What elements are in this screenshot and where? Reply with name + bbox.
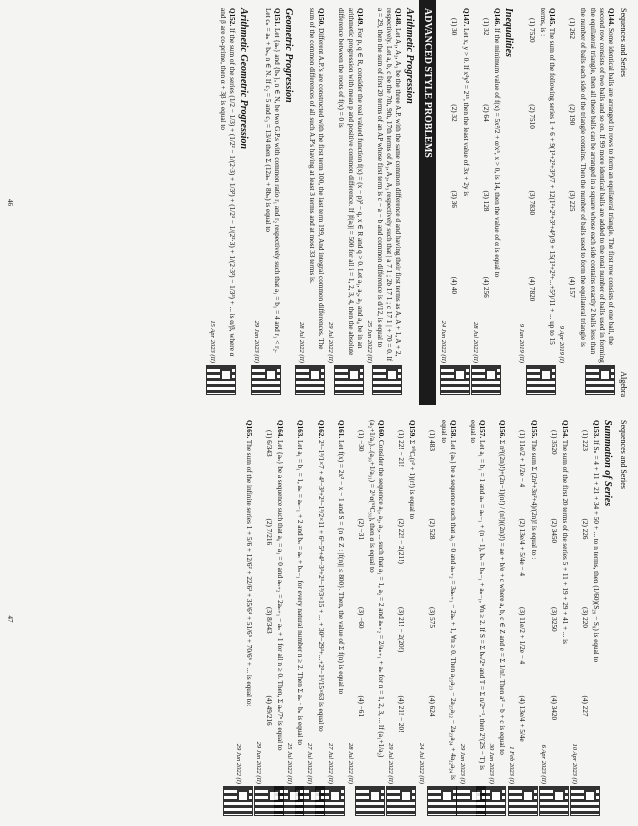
question-text: Σ ⁵⁰Cᵣ(r² + 1)(r!) is equal to bbox=[408, 438, 417, 520]
exam-date-tag: 29 Jun 2022 (I) bbox=[234, 743, 242, 784]
answer-option: (2) 528 bbox=[428, 518, 437, 540]
answer-option: (4) 624 bbox=[428, 695, 437, 717]
answer-options bbox=[482, 18, 490, 397]
question-q155 bbox=[528, 420, 537, 818]
question-text: Let A₁, A₂, A₃ be the three A.P. with the same common difference d and having their first terms as A, A + 1, A + 2, respectively. Let a, b, c be the 7th, 9th, 17th terms of A₁, A₂, A₃ respectively such that | a 7 1 ; 2b 17 1 ; c 17 1 | + 70 = 0. If a = 29, then the sum of first 20 terms of an AP whose first term is c − a − b and common difference is d/12, is equal to bbox=[375, 8, 403, 362]
answer-option: (1) 11e/2 + 1/2e − 4 bbox=[518, 430, 527, 488]
question-q148 bbox=[375, 8, 403, 397]
answer-option: (3) 8/343 bbox=[264, 607, 273, 634]
answer-option: (1) 7520 bbox=[527, 18, 536, 43]
question-text: Let {aₙ} be a sequence such that a₀ = a₁ = 0 and aₙ₊₂ = 2aₙ₊₁ − aₙ + 1 for all n ≥ 0. Then, Σ aₙ/7ⁿ is equal to bbox=[276, 438, 285, 751]
question-text: Let a₁ = b₁ = 1, aₙ = aₙ₋₁ + 2 and bₙ = aₙ + bₙ₋₁ for every natural number n ≥ 2. Then Σ aₙ · bₙ is equal to bbox=[296, 438, 305, 745]
question-text: Let f(x) = 2x² − x − 1 and S = {n ∈ Z : |f(n)| ≤ 800}. Then, the value of Σ f(n) is equal to bbox=[336, 438, 345, 695]
right-header-title: Sequences and Series bbox=[619, 420, 628, 489]
right-page bbox=[0, 412, 638, 826]
answer-option: (2) 64 bbox=[481, 104, 490, 122]
question-number: Q160. bbox=[377, 420, 386, 439]
question-q149 bbox=[336, 8, 364, 397]
answer-option: (3) 575 bbox=[428, 607, 437, 628]
question-q144 bbox=[578, 8, 615, 397]
question-text: Let a₁ = b₁ = 1 and aₙ = aₙ₋₁ + (n − 1), bₙ = bₙ₋₁ + aₙ₋₁, ∀n ≥ 2. If S = Σ bₙ/2ⁿ and T = Σ n/2ⁿ⁻¹, then 2⁷(2S − T) is equal to bbox=[468, 420, 487, 770]
question-number: Q151. bbox=[272, 8, 281, 27]
question-q147 bbox=[460, 8, 469, 397]
question-number: Q157. bbox=[478, 420, 487, 439]
answer-option: (4) 7820 bbox=[527, 276, 536, 302]
question-text: Different A.P.'s are constructed with the first term 100, the last term 199, And integral common differences. The sum of the common differences of all such A.P's having at least 3 terms and at most 33 terms is. bbox=[307, 8, 326, 350]
question-text: If the sum of the series (1/2 − 1/3) + (1/2² − 1/(2·3) + 1/3²) + (1/2³ − 1/(2²·3) + 1/(2·3²) − 1/3³) + ... is α/β, where α and β are co-prime, then α + 3β is equal to bbox=[219, 8, 237, 357]
qr-code-icon bbox=[334, 365, 364, 395]
right-question-list bbox=[235, 412, 600, 826]
answer-options bbox=[568, 18, 576, 397]
answer-option: (1) 32 bbox=[481, 18, 490, 36]
exam-date-tag: 27 Jul 2022 (II) bbox=[306, 743, 314, 784]
answer-options bbox=[550, 430, 558, 818]
exam-date-tag: 29 Jun 2022 (II) bbox=[254, 741, 262, 784]
answer-option: (2) 3450 bbox=[549, 518, 558, 544]
question-number: Q156. bbox=[498, 420, 507, 439]
question-number: Q152. bbox=[228, 8, 237, 27]
left-page bbox=[0, 0, 638, 405]
question-q150 bbox=[307, 8, 325, 397]
exam-date-tag: 29 Jan 2023 (II) bbox=[253, 320, 261, 363]
question-text: If the minimum value of f(x) = 5x²/2 + α/x⁵, x > 0, is 14, then the value of α is equal to bbox=[492, 26, 501, 278]
answer-option: (3) 21! − 2(20!) bbox=[397, 607, 406, 653]
answer-option: (3) 128 bbox=[481, 190, 490, 212]
answer-option: (1) 262 bbox=[568, 18, 577, 39]
question-text: The sum Σ (2n³+3n²+4)/(2n)! is equal to : bbox=[529, 438, 538, 560]
answer-options bbox=[265, 430, 273, 818]
answer-option: (4) 13e/4 + 5/4e bbox=[518, 695, 527, 742]
exam-date-tag: 15 Apr 2023 (II) bbox=[208, 320, 216, 363]
question-number: Q164. bbox=[276, 420, 285, 439]
exam-date-tag: 10 Apr 2023 (I) bbox=[570, 743, 578, 784]
question-number: Q158. bbox=[448, 420, 457, 439]
qr-code-icon bbox=[427, 786, 457, 816]
qr-code-icon bbox=[254, 786, 284, 816]
question-number: Q161. bbox=[336, 420, 345, 439]
question-text: The sum of the first 20 terms of the series 5 + 11 + 19 + 29 + 41 + ... is bbox=[560, 438, 569, 644]
section-summation-title: Summation of Series bbox=[602, 420, 613, 507]
qr-code-icon bbox=[386, 786, 416, 816]
question-q156 bbox=[497, 420, 506, 818]
qr-code-icon bbox=[539, 786, 569, 816]
question-number: Q149. bbox=[355, 8, 364, 27]
question-number: Q155. bbox=[529, 420, 538, 439]
qr-code-icon bbox=[526, 365, 556, 395]
answer-option: (4) 157 bbox=[568, 276, 577, 298]
answer-option: (2) 7510 bbox=[527, 104, 536, 129]
exam-date-tag: 29 Jul 2022 (II) bbox=[387, 743, 395, 784]
answer-option: (4) 21! − 20! bbox=[397, 695, 406, 733]
question-q165 bbox=[244, 420, 253, 818]
answer-option: (3) 11e/2 + 1/2e − 4 bbox=[518, 607, 527, 665]
question-text: Σ n²((2n)!)+(2n−1)(n!) / (n!)((2n)!) = ae + b/e + c where a, b, c ∈ Z and e = Σ 1/n!. Then a² − b + c is equal to bbox=[498, 438, 507, 755]
answer-option: (1) 30 bbox=[450, 18, 459, 36]
question-q145 bbox=[538, 8, 556, 397]
question-number: Q147. bbox=[461, 8, 470, 27]
question-q158 bbox=[438, 420, 456, 818]
question-text: Some identical balls are arranged in rows to form an equilateral triangle. The first row consists of one ball, the second row consists of two balls and so on. If 99 more identical balls are added to the total number of balls used in forming the equilateral triangle, then all these balls can be arranged in a square whose each side contains exactly 2 balls less than the number of balls each side of the triangle contains. Then the number of balls used to form the equilateral triangle is bbox=[579, 8, 615, 363]
question-q162 bbox=[315, 420, 324, 818]
exam-date-tag: 28 Jul 2022 (II) bbox=[471, 322, 479, 363]
question-q163 bbox=[295, 420, 304, 818]
right-page-header bbox=[617, 412, 638, 826]
question-number: Q154. bbox=[560, 420, 569, 439]
question-q159 bbox=[407, 420, 416, 818]
question-q151 bbox=[262, 8, 280, 397]
exam-date-tag: 9 Apr 2019 (I) bbox=[558, 325, 566, 363]
right-page-number: 47 bbox=[6, 615, 14, 623]
qr-code-icon bbox=[585, 365, 615, 395]
answer-option: (3) 225 bbox=[568, 190, 577, 212]
answer-option: (1) 483 bbox=[428, 430, 437, 451]
section-arith-geometric: Arithmetic Geometric Progression bbox=[238, 8, 250, 150]
left-question-list bbox=[209, 0, 615, 405]
qr-code-icon bbox=[508, 786, 538, 816]
question-number: Q148. bbox=[394, 8, 403, 27]
answer-option: (2) 22! − 2(21!) bbox=[397, 518, 406, 564]
exam-date-tag: 6 Apr 2023 (II) bbox=[539, 744, 547, 784]
left-page-header bbox=[617, 0, 638, 405]
question-number: Q146. bbox=[492, 8, 501, 27]
question-text: The sum of the infinite series 1 + 5/6 + 12/6² + 22/6³ + 35/6⁴ + 51/6⁵ + 70/6⁶ + ... is equal to: bbox=[244, 438, 253, 707]
exam-date-tag: 29 Jan 2023 (I) bbox=[458, 743, 466, 784]
answer-options bbox=[581, 430, 589, 818]
qr-code-icon bbox=[456, 786, 486, 816]
answer-option: (3) 7830 bbox=[527, 190, 536, 216]
answer-option: (3) 220 bbox=[580, 607, 589, 628]
answer-option: (1) −30 bbox=[356, 430, 365, 452]
qr-code-icon bbox=[471, 365, 501, 395]
question-text: If Sₙ = 4 + 11 + 21 + 34 + 50 + ... to n terms, then (1/60)(S₂₉ − S₉) is equal to bbox=[592, 438, 600, 663]
question-number: Q145. bbox=[548, 8, 557, 27]
exam-date-tag: 29 Jul 2022 (II) bbox=[327, 322, 335, 363]
qr-code-icon bbox=[206, 365, 236, 395]
answer-option: (2) 190 bbox=[568, 104, 577, 126]
left-header-title: Sequences and Series bbox=[619, 8, 628, 77]
answer-option: (4) −61 bbox=[356, 695, 365, 717]
exam-date-tag: 28 Jul 2022 (II) bbox=[346, 743, 354, 784]
answer-option: (4) 40 bbox=[450, 276, 459, 295]
advanced-problems-banner: ADVANCED STYLE PROBLEMS bbox=[419, 0, 436, 405]
answer-options bbox=[428, 430, 436, 818]
qr-code-icon bbox=[570, 786, 600, 816]
answer-option: (4) 3420 bbox=[549, 695, 558, 721]
exam-date-tag: 27 Jul 2022 (II) bbox=[326, 743, 334, 784]
question-text: Consider the sequence a₁, a₂, a₃, ... such that a₁ = 1, a₂ = 2 and aₙ₊₂ = 2/aₙ₊₁ + aₙ for n = 1, 2, 3, ... If (a₁+1/a₂)(a₂+1/a₃)...(a₃₀+1/a₃₁) = 2^α(⁶¹C₃₁), then α is equal to bbox=[367, 420, 386, 758]
answer-option: (4) 49/216 bbox=[264, 695, 273, 726]
question-text: 2³−1³/1×7 + 4³−3³+2³−1³/2×11 + 6³−5³+4³−3³+2³−1³/3×15 + ... + 30³−29³+...+2³−1³/15×63 is equal to bbox=[316, 438, 325, 732]
exam-date-tag: 24 Jun 2022 (II) bbox=[440, 320, 448, 363]
question-q154 bbox=[560, 420, 569, 818]
question-number: Q163. bbox=[296, 420, 305, 439]
left-page-number: 46 bbox=[6, 199, 14, 206]
exam-date-tag: 30 Jan 2023 (I) bbox=[488, 743, 496, 784]
question-q153 bbox=[591, 420, 600, 818]
question-number: Q153. bbox=[592, 420, 600, 439]
answer-option: (1) 3520 bbox=[549, 430, 558, 455]
exam-date-tag: 24 Jul 2022 (II) bbox=[418, 743, 426, 784]
answer-options bbox=[518, 430, 526, 818]
answer-option: (3) 3250 bbox=[549, 607, 558, 632]
answer-option: (4) 227 bbox=[580, 695, 589, 717]
qr-code-icon bbox=[440, 365, 470, 395]
question-number: Q159. bbox=[408, 420, 417, 439]
answer-option: (1) 22! − 21! bbox=[397, 430, 406, 467]
question-q164 bbox=[275, 420, 284, 818]
answer-option: (1) 6/343 bbox=[264, 430, 273, 457]
exam-date-tag: 28 Jul 2022 (II) bbox=[297, 322, 305, 363]
question-text: The sum of the following series 1 + 6 + 9(1²+2²+3²)/7 + 12(1²+2²+3²+4²)/9 + 15(1²+2²+...+5²)/11 + ... up to 15 terms, is : bbox=[538, 8, 557, 345]
answer-option: (3) −60 bbox=[356, 607, 365, 629]
answer-option: (4) 256 bbox=[481, 276, 490, 298]
answer-option: (2) 226 bbox=[580, 518, 589, 540]
qr-code-icon bbox=[295, 365, 325, 395]
qr-code-icon bbox=[372, 365, 402, 395]
answer-option: (2) 13e/4 + 5/4e − 4 bbox=[518, 518, 527, 576]
section-arithmetic: Arithmetic Progression bbox=[404, 8, 416, 104]
question-q152 bbox=[218, 8, 236, 397]
question-number: Q150. bbox=[317, 8, 326, 27]
answer-options bbox=[450, 18, 458, 397]
qr-code-icon bbox=[251, 365, 281, 395]
answer-option: (2) 32 bbox=[450, 104, 459, 122]
answer-options bbox=[397, 430, 405, 818]
answer-option: (1) 223 bbox=[580, 430, 589, 451]
question-number: Q165. bbox=[244, 420, 253, 439]
exam-date-tag: 9 Jan 2019 (II) bbox=[517, 323, 525, 363]
question-q161 bbox=[336, 420, 345, 818]
exam-date-tag: 25 Jul 2022 (II) bbox=[286, 743, 294, 784]
answer-options bbox=[357, 430, 365, 818]
question-text: Let x, y > 0. If x³y² = 2¹⁵, then the least value of 3x + 2y is bbox=[461, 26, 470, 197]
question-q146 bbox=[492, 8, 501, 397]
question-q157 bbox=[468, 420, 486, 818]
exam-date-tag: 25 Jun 2022 (II) bbox=[365, 320, 373, 363]
question-text: For p, q ∈ R, consider the real valued function f(x) = (x − p)² − q, x ∈ R and q > 0. Let a₁, a₂, a₃ and a₄ be in an arithmetic progression with mean p and positive common difference. If |f(aᵢ)| = 500 for all i = 1, 2, 3, 4, then the absolute difference between the roots of f(x) = 0 is bbox=[337, 8, 364, 356]
left-header-subject: Algebra bbox=[619, 371, 628, 397]
answer-option: (3) 36 bbox=[450, 190, 459, 208]
section-geometric: Geometric Progression bbox=[282, 8, 294, 103]
answer-option: (2) −31 bbox=[356, 518, 365, 540]
qr-code-icon bbox=[355, 786, 385, 816]
answer-option: (2) 7/216 bbox=[264, 518, 273, 546]
exam-date-tag: 1 Feb 2023 (I) bbox=[508, 746, 516, 784]
answer-options bbox=[528, 18, 536, 397]
question-number: Q162. bbox=[316, 420, 325, 439]
question-number: Q144. bbox=[607, 8, 615, 27]
question-q160 bbox=[367, 420, 385, 818]
question-text: Let {aₙ} and {bₙ}, n ∈ N, be two G.P.s with common ratio r₁ and r₂ respectively such that a₁ = b₁ = 4 and r₁ < r₂. Let cₙ = aₙ + bₙ, n ∈ N. If c₂ = 5 and c₃ = 13/4 then Σ (12aₙ + 8bₙ) is equal to bbox=[263, 8, 281, 353]
question-text: Let {aₖ} be a sequence such that a₀ = 0 and aₙ₊₂ = 3aₙ₊₁ − 2aₙ + 1, ∀n ≥ 0. Then a₂₅a₂₃ − 2a₂₅a₂₂ − 2a₂₃a₂₄ + 4a₂₂a₂₄ is equal to bbox=[439, 420, 457, 780]
section-inequalities: Inequalities bbox=[502, 8, 514, 57]
qr-code-icon bbox=[223, 786, 253, 816]
